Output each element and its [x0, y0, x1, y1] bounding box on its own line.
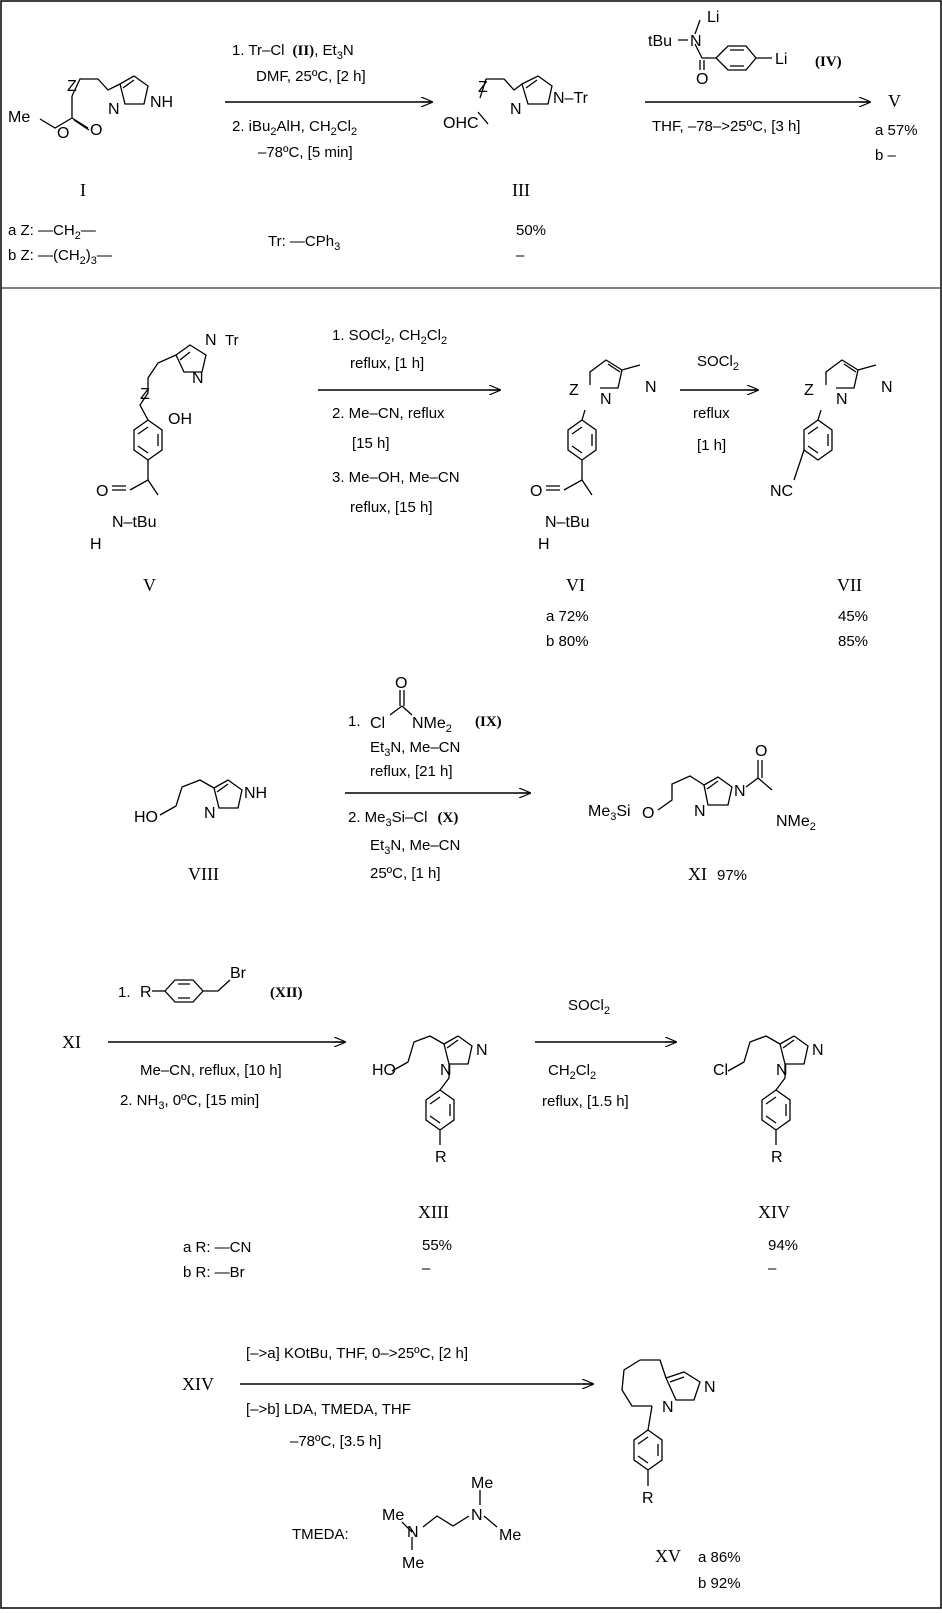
s5-condition-a: [–>a] KOtBu, THF, 0–>25ºC, [2 h] — [246, 1345, 468, 1362]
IV-Li-N: Li — [707, 9, 720, 26]
XV-N2: N — [662, 1399, 674, 1416]
III-N-Tr: N–Tr — [553, 90, 588, 107]
IV-tBu: tBu — [648, 33, 673, 50]
compound-XIV-structure — [713, 1036, 824, 1166]
VI-b-yield: b 80% — [546, 633, 589, 650]
XIII-N: N — [440, 1062, 452, 1079]
section-2 — [90, 327, 893, 650]
s2-reagent-4: SOCl$_2$ — [697, 353, 739, 373]
s1-reagent-2: 2. iBu$_2$AlH, $CH_2Cl_2$ — [232, 118, 358, 138]
s2-reagent-1-cond: reflux, [1 h] — [350, 355, 425, 372]
s2-reagent-2: 2. Me–CN, reflux — [332, 405, 445, 422]
I-b-def: b Z: $—(CH_2)_3—$ — [8, 247, 112, 267]
reagent-IX-label: (IX) — [475, 714, 502, 730]
V-N2: N — [192, 370, 204, 387]
R-a-def: a R: —CN — [183, 1239, 252, 1256]
s3-reagent-1-base: $Et_3N$, Me–CN — [370, 739, 461, 759]
s2-reagent-3-cond: reflux, [15 h] — [350, 499, 433, 516]
V-OH: OH — [168, 411, 192, 428]
XIII-b-yield: – — [422, 1260, 431, 1277]
s4-reagent-3-solvent: $CH_2Cl_2$ — [548, 1062, 597, 1082]
compound-V-structure — [90, 332, 239, 553]
compound-I-structure — [8, 76, 173, 142]
compound-XIV-label: XIV — [758, 1202, 790, 1222]
compound-XIV-start: XIV — [182, 1374, 214, 1394]
XIV-Cl: Cl — [713, 1062, 729, 1079]
tmeda-label: TMEDA: — [292, 1526, 349, 1543]
compound-VII-label: VII — [837, 575, 862, 595]
compound-V-product: V — [888, 91, 901, 111]
reagent-IX-structure — [370, 675, 452, 735]
XI-N: N — [694, 803, 706, 820]
VII-N2: N — [836, 391, 848, 408]
s3-reagent-2: 2. $Me_3Si-Cl$ (X) — [348, 809, 459, 829]
compound-XV-label: XV — [655, 1546, 681, 1566]
compound-VI-label: VI — [566, 575, 585, 595]
V-b-yield: b – — [875, 147, 896, 164]
IX-NMe2: NMe$_2$ — [412, 715, 452, 735]
compound-XI-start: XI — [62, 1032, 81, 1052]
V-Z: Z — [140, 386, 150, 403]
V-Tr-text: Tr — [225, 332, 239, 349]
R-b-def: b R: —Br — [183, 1264, 245, 1281]
IV-Li-aryl: Li — [775, 51, 788, 68]
VI-O: O — [530, 483, 543, 500]
VIII-NH: NH — [244, 785, 268, 802]
s3-reagent-2-base: $Et_3N$, Me–CN — [370, 837, 461, 857]
s4-reagent-1-num: 1. — [118, 984, 131, 1001]
V-N-Tr: N — [205, 332, 217, 349]
XV-N: N — [704, 1379, 716, 1396]
reagent-IV-structure — [648, 9, 787, 88]
XI-O: O — [642, 805, 655, 822]
s1-conditions-3: THF, –78–>25ºC, [3 h] — [652, 118, 801, 135]
tmeda-Me-3: Me — [471, 1475, 494, 1492]
XIII-R: R — [435, 1149, 447, 1166]
VI-N: N — [645, 379, 657, 396]
IX-Cl: Cl — [370, 715, 386, 732]
XIV-a-yield: 94% — [768, 1237, 799, 1254]
compound-XIII-label: XIII — [418, 1202, 449, 1222]
compound-XI-label: XI — [688, 864, 707, 884]
XI-TMS: $Me_3Si$ — [588, 803, 631, 823]
tmeda-Me-4: Me — [499, 1527, 522, 1544]
I-ester-O: O — [57, 125, 70, 142]
compound-XI-structure — [588, 743, 816, 833]
page-border — [1, 1, 941, 1608]
compound-VIII-label: VIII — [188, 864, 219, 884]
III-OHC: OHC — [443, 115, 479, 132]
reagent-XII-label: (XII) — [270, 985, 303, 1001]
XI-N-carbamoyl: N — [734, 783, 746, 800]
s1-conditions-2: –78ºC, [5 min] — [258, 144, 353, 161]
XIII-a-yield: 55% — [422, 1237, 453, 1254]
compound-VI-structure — [530, 360, 657, 553]
s5-condition-b: [–>b] LDA, TMEDA, THF — [246, 1401, 411, 1418]
III-N: N — [510, 101, 522, 118]
I-methyl: Me — [8, 109, 31, 126]
s2-reagent-4-time: [1 h] — [697, 437, 727, 454]
V-N-tBu: N–tBu — [112, 514, 157, 531]
s2-reagent-2-time: [15 h] — [352, 435, 390, 452]
XV-a-yield: a 86% — [698, 1549, 741, 1566]
section-4 — [62, 965, 824, 1281]
XV-b-yield: b 92% — [698, 1575, 741, 1592]
s4-reagent-3-cond: reflux, [1.5 h] — [542, 1093, 629, 1110]
XIII-N2: N — [476, 1042, 488, 1059]
s3-reagent-2-cond: 25ºC, [1 h] — [370, 865, 441, 882]
compound-XIII-structure — [372, 1036, 488, 1166]
VI-a-yield: a 72% — [546, 608, 589, 625]
s4-reagent-2: 2. $NH_3$, 0ºC, [15 min] — [120, 1092, 260, 1112]
XII-Br: Br — [230, 965, 246, 982]
compound-XV-structure — [622, 1360, 716, 1507]
compound-V-label: V — [143, 575, 156, 595]
V-H: H — [90, 536, 102, 553]
VII-a-yield: 45% — [838, 608, 869, 625]
section-1 — [8, 9, 918, 267]
s5-condition-b-temp: –78ºC, [3.5 h] — [290, 1433, 382, 1450]
VI-N2: N — [600, 391, 612, 408]
III-a-yield: 50% — [516, 222, 547, 239]
reagent-XII-structure — [140, 965, 247, 1002]
s1-conditions-1: DMF, 25ºC, [2 h] — [256, 68, 366, 85]
VII-b-yield: 85% — [838, 633, 869, 650]
section-3 — [134, 675, 816, 884]
I-N: N — [108, 101, 120, 118]
compound-VIII-structure — [134, 780, 267, 826]
XIV-N2: N — [812, 1042, 824, 1059]
XI-carbonyl-O: O — [755, 743, 768, 760]
tmeda-N-1: N — [407, 1524, 419, 1541]
XIV-R: R — [771, 1149, 783, 1166]
I-carbonyl-O: O — [90, 122, 103, 139]
s2-reagent-3: 3. Me–OH, Me–CN — [332, 469, 460, 486]
VII-Z: Z — [804, 382, 814, 399]
XII-R: R — [140, 984, 152, 1001]
s2-reagent-4-cond: reflux — [693, 405, 730, 422]
VI-N-tBu: N–tBu — [545, 514, 590, 531]
VIII-HO: HO — [134, 809, 158, 826]
compound-VII-structure — [770, 360, 893, 500]
compound-III-label: III — [512, 180, 530, 200]
I-Z: Z — [67, 78, 77, 95]
section-5 — [182, 1345, 741, 1592]
V-a-yield: a 57% — [875, 122, 918, 139]
XI-yield: 97% — [717, 867, 748, 884]
VIII-N: N — [204, 805, 216, 822]
s3-reagent-1-cond: reflux, [21 h] — [370, 763, 453, 780]
V-O: O — [96, 483, 109, 500]
XIV-N: N — [776, 1062, 788, 1079]
tmeda-N-2: N — [471, 1507, 483, 1524]
XI-NMe2: NMe$_2$ — [776, 813, 816, 833]
VI-H: H — [538, 536, 550, 553]
VII-N: N — [881, 379, 893, 396]
VI-Z: Z — [569, 382, 579, 399]
tmeda-structure — [382, 1475, 521, 1572]
III-Z: Z — [478, 79, 488, 96]
XV-R: R — [642, 1490, 654, 1507]
s1-reagent-1: 1. Tr–Cl (II), $Et_3N$ — [232, 42, 354, 62]
XIV-b-yield: – — [768, 1260, 777, 1277]
I-a-def: a Z: $—CH_2—$ — [8, 222, 96, 242]
IV-N: N — [690, 33, 702, 50]
XIII-HO: HO — [372, 1062, 396, 1079]
IX-O: O — [395, 675, 408, 692]
IV-O: O — [696, 71, 709, 88]
s3-reagent-1-num: 1. — [348, 713, 361, 730]
tmeda-Me-2: Me — [402, 1555, 425, 1572]
I-NH: NH — [150, 94, 174, 111]
compound-I-label: I — [80, 180, 86, 200]
s4-reagent-1-cond: Me–CN, reflux, [10 h] — [140, 1062, 282, 1079]
Tr-definition: Tr: —CPh$_3$ — [268, 233, 341, 253]
VII-NC: NC — [770, 483, 794, 500]
tmeda-Me-1: Me — [382, 1507, 405, 1524]
compound-III-structure — [443, 76, 589, 132]
s2-reagent-1: 1. SOCl$_2$, $CH_2Cl_2$ — [332, 327, 448, 347]
III-b-yield: – — [516, 247, 525, 264]
reagent-IV-label: (IV) — [815, 54, 842, 70]
s4-reagent-3: SOCl$_2$ — [568, 997, 610, 1017]
